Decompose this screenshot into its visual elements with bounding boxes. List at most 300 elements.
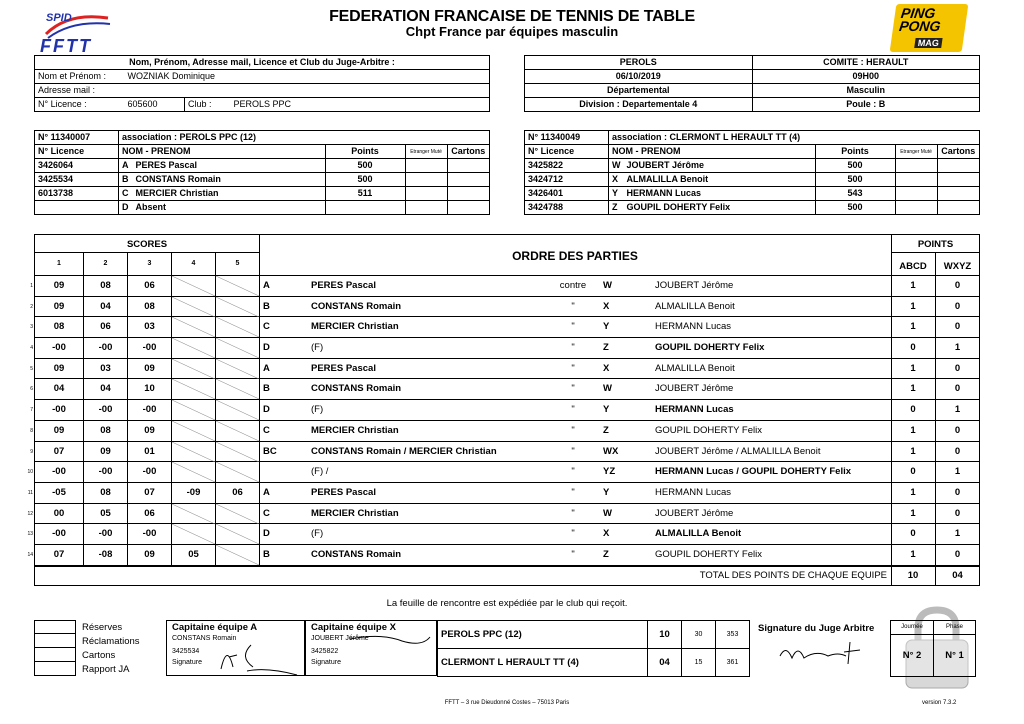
versus-separator: "	[571, 300, 575, 312]
referee-licence-label: N° Licence :	[35, 98, 125, 112]
player-a-name: PERES Pascal	[311, 280, 376, 291]
team-x-col-licence: N° Licence	[525, 145, 609, 159]
match-place: PEROLS	[525, 56, 753, 70]
team-x-col-points: Points	[815, 145, 895, 159]
player-letter: Y	[609, 187, 624, 201]
team-a-player-row	[35, 187, 490, 201]
player-x-letter: W	[603, 383, 612, 395]
player-name: GOUPIL DOHERTY Felix	[624, 201, 816, 215]
game-row	[30, 276, 980, 297]
player-a-name: (F)	[311, 404, 324, 416]
game-row	[30, 379, 980, 400]
game-point-a: 0	[910, 404, 916, 416]
set-score: 09	[53, 280, 65, 291]
team-a-player-row	[35, 201, 490, 215]
player-a-letter: A	[263, 362, 270, 374]
player-x-name: GOUPIL DOHERTY Felix	[655, 424, 762, 436]
set-header: 2	[83, 253, 127, 275]
match-gender: Masculin	[752, 84, 980, 98]
match-info-table	[524, 55, 980, 112]
team-a-col-foreign: Etranger Muté	[405, 145, 447, 159]
player-points: 500	[815, 159, 895, 173]
check-box[interactable]	[34, 662, 76, 676]
game-number: 8	[30, 427, 33, 434]
set-score: -00	[52, 466, 66, 478]
points-heading: POINTS	[917, 239, 954, 250]
player-cards	[937, 159, 979, 173]
referee-club-label: Club :	[185, 98, 231, 112]
player-name: JOUBERT Jérôme	[624, 159, 816, 173]
game-row	[30, 400, 980, 421]
team-x-player-row	[525, 187, 980, 201]
game-number: 3	[30, 324, 33, 331]
player-x-letter: W	[603, 507, 612, 519]
referee-licence-value: 605600	[125, 98, 185, 112]
check-label: Réclamations	[82, 635, 140, 647]
totals-label: TOTAL DES POINTS DE CHAQUE EQUIPE	[699, 570, 887, 581]
player-x-letter: Y	[603, 486, 610, 498]
team-x-player-row	[525, 201, 980, 215]
game-row	[30, 359, 980, 380]
team-a-association: association : PEROLS PPC (12)	[119, 131, 490, 145]
result-team-x: CLERMONT L HERAULT TT (4)	[438, 649, 648, 677]
game-point-x: 0	[954, 383, 961, 395]
match-level: Départemental	[525, 84, 753, 98]
set-score: -00	[52, 528, 66, 540]
set-score: -00	[127, 524, 171, 544]
player-a-name: MERCIER Christian	[311, 424, 399, 436]
versus-separator: "	[571, 321, 575, 333]
set-score: -08	[83, 545, 127, 565]
set-header: 4	[171, 253, 215, 275]
player-name: Absent	[133, 201, 326, 215]
player-licence: 3426064	[35, 159, 119, 173]
set-score: -00	[83, 462, 127, 482]
referee-club-value: PEROLS PPC	[231, 98, 490, 112]
player-a-name: CONSTANS Romain	[311, 383, 402, 395]
player-a-letter: C	[263, 321, 270, 333]
versus-separator: "	[571, 466, 575, 478]
game-point-x: 1	[954, 528, 961, 540]
versus-separator: "	[571, 528, 575, 540]
set-score: 08	[83, 276, 127, 296]
game-number: 10	[27, 469, 33, 476]
player-x-name: ALMALILLA Benoit	[655, 528, 742, 540]
set-score: -00	[52, 342, 66, 354]
game-point-a: 1	[910, 507, 916, 519]
player-x-name: ALMALILLA Benoit	[655, 362, 735, 374]
game-point-x: 0	[954, 280, 961, 291]
fftt-logo-text: FFTT	[40, 36, 92, 56]
captain-a-licence: 3425534	[172, 648, 200, 655]
match-division: Division : Departementale 4	[525, 98, 753, 112]
set-score: -00	[83, 524, 127, 544]
game-point-x: 0	[954, 507, 961, 519]
game-point-x: 1	[954, 404, 961, 416]
game-row	[27, 462, 980, 483]
player-name: MERCIER Christian	[133, 187, 326, 201]
player-x-letter: Z	[603, 548, 609, 560]
player-licence: 3424788	[525, 201, 609, 215]
team-x-col-name: NOM - PRENOM	[609, 145, 816, 159]
game-number: 11	[27, 489, 33, 496]
scores-heading: SCORES	[126, 239, 168, 250]
game-number: 7	[30, 407, 33, 414]
game-point-x: 0	[954, 362, 961, 374]
player-letter: Z	[609, 201, 624, 215]
captain-a-name: CONSTANS Romain	[172, 635, 237, 642]
set-score: 07	[53, 445, 65, 457]
set-score	[171, 379, 215, 399]
set-score	[215, 359, 259, 379]
team-x-association: association : CLERMONT L HERAULT TT (4)	[609, 131, 980, 145]
captain-a-heading: Capitaine équipe A	[172, 622, 258, 633]
check-box[interactable]	[34, 648, 76, 662]
set-score: 09	[53, 300, 65, 312]
set-score: 07	[127, 483, 171, 503]
game-point-a: 1	[910, 300, 916, 312]
game-row	[30, 442, 980, 463]
captain-x-licence: 3425822	[311, 648, 339, 655]
set-score: 09	[127, 545, 171, 565]
footer-checks	[34, 620, 166, 676]
set-score: 08	[83, 421, 127, 441]
captain-a-box	[166, 620, 305, 676]
versus-separator: "	[571, 507, 575, 519]
set-score	[215, 421, 259, 441]
team-a-table	[34, 130, 490, 215]
team-a-player-row	[35, 173, 490, 187]
player-cards	[937, 201, 979, 215]
set-score	[171, 297, 215, 317]
player-a-name: PERES Pascal	[311, 486, 376, 498]
player-foreign	[405, 201, 447, 215]
game-point-a: 1	[910, 280, 916, 291]
team-a-player-row	[35, 159, 490, 173]
check-label: Réserves	[82, 621, 123, 633]
versus-separator: "	[571, 445, 575, 457]
game-rows	[27, 276, 980, 566]
set-score	[215, 297, 259, 317]
player-x-name: GOUPIL DOHERTY Felix	[655, 548, 762, 560]
totals-x: 04	[952, 570, 963, 581]
versus-separator: "	[571, 342, 575, 354]
team-x-col-cards: Cartons	[937, 145, 979, 159]
set-score: -00	[127, 400, 171, 420]
player-letter: D	[119, 201, 133, 215]
match-date: 06/10/2019	[525, 70, 753, 84]
player-a-name: CONSTANS Romain	[311, 548, 402, 560]
game-number: 4	[30, 345, 33, 352]
player-foreign	[895, 173, 937, 187]
abcd-heading: ABCD	[899, 261, 927, 272]
game-point-a: 0	[910, 528, 916, 540]
player-x-letter: X	[603, 528, 610, 540]
player-x-name: JOUBERT Jérôme	[655, 507, 734, 519]
journee-label: Journée	[891, 621, 934, 635]
captain-x-signature	[342, 629, 436, 659]
set-score	[171, 421, 215, 441]
result-score-x: 04	[648, 649, 682, 677]
captain-x-box	[305, 620, 437, 676]
set-score: -05	[52, 486, 66, 498]
totals-a: 10	[907, 570, 919, 581]
set-score: 08	[53, 321, 65, 333]
logo-ping: PING	[899, 5, 937, 21]
result-score-a: 10	[648, 621, 682, 649]
game-point-a: 1	[910, 362, 916, 374]
versus-separator: "	[571, 424, 575, 436]
set-score	[171, 276, 215, 296]
team-x-col-foreign: Etranger Muté	[895, 145, 937, 159]
captain-x-heading: Capitaine équipe X	[311, 622, 396, 633]
game-number: 9	[30, 448, 33, 455]
page-subtitle: Chpt France par équipes masculin	[405, 24, 619, 39]
game-row	[27, 524, 980, 545]
check-box[interactable]	[34, 634, 76, 648]
form-version: version 7.3.2	[922, 700, 957, 706]
set-score: 03	[83, 359, 127, 379]
captain-a-signature	[207, 637, 303, 677]
check-label: Rapport JA	[82, 663, 130, 675]
game-point-a: 1	[910, 445, 916, 457]
player-x-name: HERMANN Lucas	[655, 404, 734, 416]
referee-heading: Nom, Prénom, Adresse mail, Licence et Club du Juge-Arbitre :	[35, 56, 490, 70]
game-row	[27, 483, 980, 504]
match-time: 09H00	[752, 70, 980, 84]
player-a-letter: D	[263, 342, 270, 354]
player-letter: B	[119, 173, 133, 187]
dispatch-note: La feuille de rencontre est expédiée par le club qui reçoit.	[386, 598, 628, 609]
player-x-letter: Y	[603, 321, 610, 333]
set-header: 5	[215, 253, 259, 275]
set-score	[215, 462, 259, 482]
referee-table	[34, 55, 490, 112]
game-number: 12	[27, 510, 33, 517]
set-score: 09	[53, 424, 65, 436]
player-x-letter: Y	[603, 404, 610, 416]
set-score: -00	[83, 400, 127, 420]
player-x-letter: Z	[603, 342, 609, 354]
result-x-value1: 15	[682, 649, 716, 677]
captain-x-name: JOUBERT Jérôme	[311, 635, 369, 642]
game-number: 1	[30, 283, 33, 289]
versus-separator: "	[571, 404, 575, 416]
pingpong-mag-logo	[890, 4, 969, 52]
game-number: 2	[30, 303, 33, 310]
player-foreign	[405, 187, 447, 201]
set-score	[215, 317, 259, 337]
player-x-name: JOUBERT Jérôme / ALMALILLA Benoit	[655, 445, 821, 457]
set-score	[215, 379, 259, 399]
player-x-name: JOUBERT Jérôme	[655, 280, 734, 291]
page-title: FEDERATION FRANCAISE DE TENNIS DE TABLE	[329, 8, 695, 25]
game-point-x: 0	[954, 424, 961, 436]
logo-pong: PONG	[898, 18, 942, 34]
referee-name-value: WOZNIAK Dominique	[125, 70, 490, 84]
game-point-a: 1	[910, 424, 916, 436]
versus-separator: "	[571, 548, 575, 560]
set-score	[171, 524, 215, 544]
set-score: -00	[127, 462, 171, 482]
set-score	[215, 338, 259, 358]
game-point-x: 0	[954, 486, 961, 498]
versus-separator: "	[571, 383, 575, 395]
set-score: 01	[127, 442, 171, 462]
game-row	[27, 504, 980, 525]
match-committee: COMITE : HERAULT	[752, 56, 980, 70]
team-x-player-row	[525, 159, 980, 173]
set-score	[171, 504, 215, 524]
set-score: 09	[83, 442, 127, 462]
referee-signature	[776, 636, 870, 670]
set-score	[171, 400, 215, 420]
game-number: 14	[27, 551, 33, 558]
wxyz-heading: WXYZ	[943, 261, 972, 272]
player-foreign	[895, 159, 937, 173]
check-label: Cartons	[82, 649, 116, 661]
player-x-name: HERMANN Lucas	[655, 321, 732, 333]
player-a-name: CONSTANS Romain	[311, 300, 402, 312]
player-x-letter: YZ	[603, 466, 616, 478]
set-score	[215, 442, 259, 462]
set-score	[215, 545, 259, 565]
match-pool: Poule : B	[752, 98, 980, 112]
set-header: 1	[57, 260, 61, 267]
player-cards	[937, 187, 979, 201]
set-score: 00	[53, 507, 65, 519]
player-letter: X	[609, 173, 624, 187]
set-score: 06	[215, 483, 259, 503]
player-x-name: ALMALILLA Benoit	[655, 300, 735, 312]
player-x-name: HERMANN Lucas / GOUPIL DOHERTY Felix	[655, 466, 852, 478]
set-score	[215, 504, 259, 524]
game-point-x: 1	[954, 342, 961, 354]
set-score: -00	[52, 404, 66, 416]
set-score	[171, 338, 215, 358]
player-cards	[447, 159, 489, 173]
versus-separator: contre	[559, 280, 587, 291]
player-x-name: HERMANN Lucas	[655, 486, 732, 498]
player-cards	[447, 201, 489, 215]
game-point-a: 0	[910, 342, 916, 354]
player-a-letter: C	[263, 424, 270, 436]
set-score: 06	[127, 504, 171, 524]
check-box[interactable]	[34, 620, 76, 634]
team-x-number: N° 11340049	[525, 131, 609, 145]
player-points: 500	[325, 173, 405, 187]
journee-phase-table	[890, 620, 976, 677]
game-point-x: 0	[954, 445, 961, 457]
set-score	[171, 442, 215, 462]
player-a-name: (F) /	[311, 466, 329, 478]
set-score: 04	[83, 379, 127, 399]
player-letter: A	[119, 159, 133, 173]
game-point-a: 1	[910, 321, 916, 333]
player-a-name: CONSTANS Romain / MERCIER Christian	[311, 445, 497, 457]
set-score	[215, 400, 259, 420]
set-header: 3	[127, 253, 171, 275]
set-score: -00	[83, 338, 127, 358]
game-number: 6	[30, 386, 33, 393]
set-score: 06	[127, 276, 171, 296]
player-a-letter: A	[263, 486, 270, 498]
player-points: 543	[815, 187, 895, 201]
set-score: 09	[53, 362, 65, 374]
team-a-col-name: NOM - PRENOM	[119, 145, 326, 159]
captain-x-sig-label: Signature	[311, 659, 341, 666]
set-score: 05	[171, 545, 215, 565]
player-a-letter: B	[263, 383, 270, 395]
player-points: 500	[815, 173, 895, 187]
set-score: -09	[171, 483, 215, 503]
game-row	[30, 338, 980, 359]
set-score: 08	[83, 483, 127, 503]
set-score: 08	[127, 297, 171, 317]
set-score	[171, 359, 215, 379]
team-a-col-licence: N° Licence	[35, 145, 119, 159]
player-points: 500	[325, 159, 405, 173]
player-name: ALMALILLA Benoit	[624, 173, 816, 187]
player-a-letter: D	[263, 404, 270, 416]
phase-value: N° 1	[934, 635, 976, 677]
player-a-letter: B	[263, 548, 270, 560]
game-point-x: 0	[954, 300, 961, 312]
set-score	[171, 462, 215, 482]
result-a-value1: 30	[682, 621, 716, 649]
player-points: 511	[325, 187, 405, 201]
player-x-letter: X	[603, 362, 610, 374]
player-a-name: MERCIER Christian	[311, 321, 399, 333]
set-score: 05	[83, 504, 127, 524]
game-number: 13	[27, 531, 33, 538]
set-score: -00	[127, 338, 171, 358]
set-score: 09	[127, 359, 171, 379]
set-headers	[35, 253, 259, 275]
player-licence	[35, 201, 119, 215]
set-score: 06	[83, 317, 127, 337]
player-a-letter: BC	[263, 445, 277, 457]
team-x-table	[524, 130, 980, 215]
referee-signature-label: Signature du Juge Arbitre	[758, 623, 875, 634]
fftt-address: FFTT – 3 rue Dieudonné Costes – 75013 Paris	[444, 700, 570, 706]
game-point-a: 0	[910, 466, 916, 478]
order-heading: ORDRE DES PARTIES	[512, 249, 638, 263]
player-foreign	[405, 159, 447, 173]
referee-mail-value	[125, 84, 490, 98]
team-a-col-cards: Cartons	[447, 145, 489, 159]
phase-label: Phase	[934, 621, 976, 635]
games-frame	[27, 234, 980, 586]
game-row	[27, 545, 980, 566]
game-point-a: 1	[910, 383, 916, 395]
player-a-letter: D	[263, 528, 270, 540]
referee-name-label: Nom et Prénom :	[35, 70, 125, 84]
game-point-x: 0	[954, 548, 961, 560]
game-point-x: 1	[954, 466, 961, 478]
team-a-col-points: Points	[325, 145, 405, 159]
set-score: 03	[127, 317, 171, 337]
set-score: 10	[127, 379, 171, 399]
player-cards	[447, 187, 489, 201]
player-letter: C	[119, 187, 133, 201]
game-point-a: 1	[910, 548, 916, 560]
team-x-player-row	[525, 173, 980, 187]
player-name: PERES Pascal	[133, 159, 326, 173]
player-licence: 3425822	[525, 159, 609, 173]
game-number: 5	[30, 365, 33, 372]
player-licence: 6013738	[35, 187, 119, 201]
